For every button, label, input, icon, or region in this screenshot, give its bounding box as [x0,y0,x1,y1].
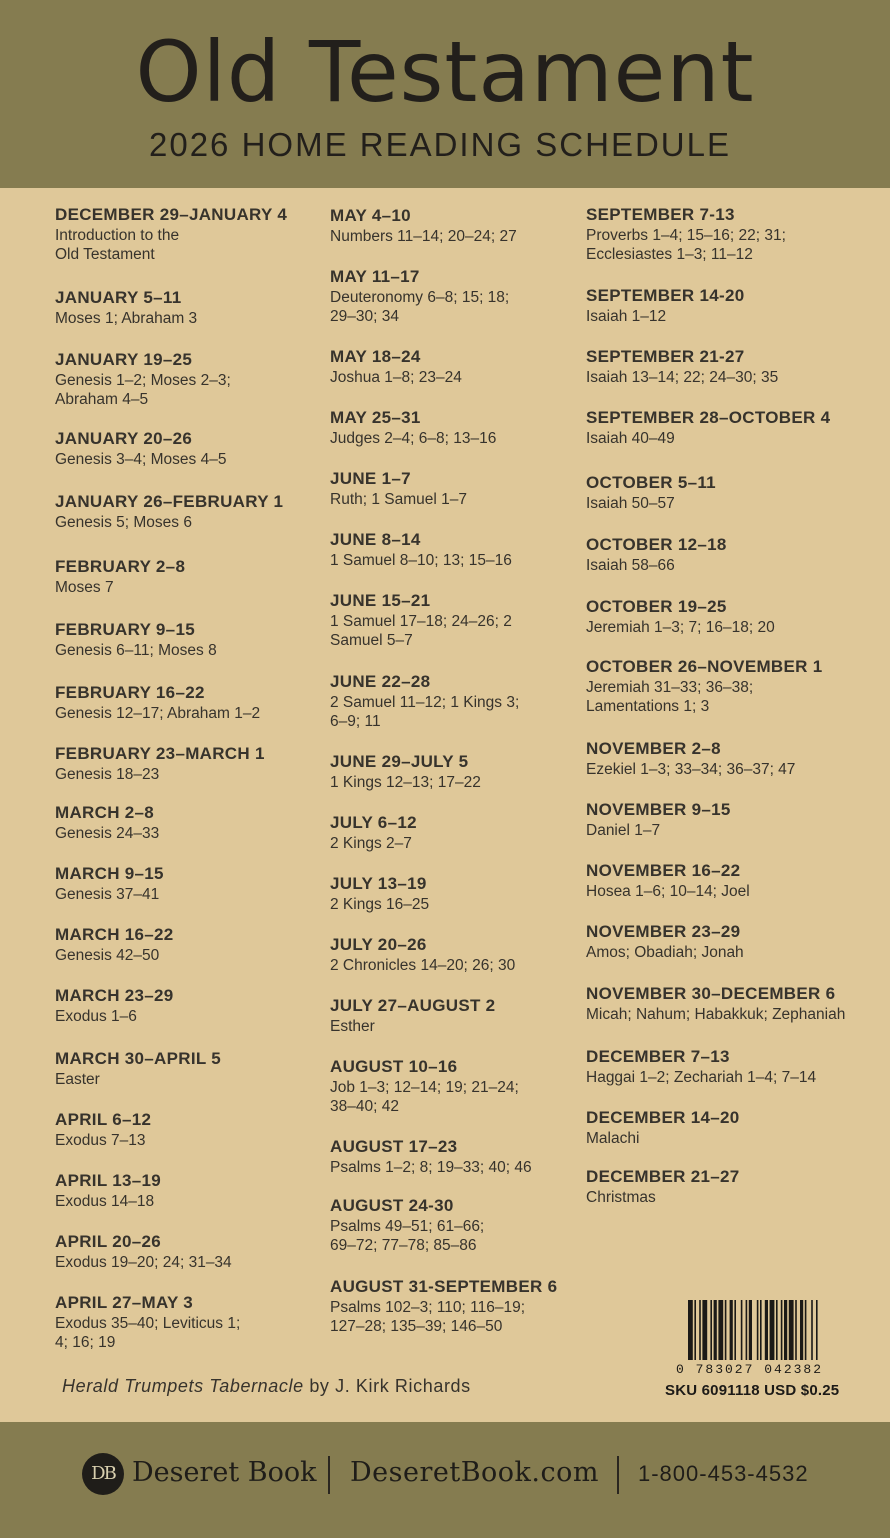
schedule-reading: Genesis 1–2; Moses 2–3; Abraham 4–5 [55,372,231,408]
schedule-reading: Haggai 1–2; Zechariah 1–4; 7–14 [586,1069,817,1086]
page-title: Old Testament [135,23,755,121]
artwork-title: Herald Trumpets Tabernacle [62,1376,304,1396]
schedule-date: FEBRUARY 2–8 [55,557,186,576]
schedule-entry [55,350,335,409]
schedule-reading: Malachi [586,1130,640,1147]
schedule-reading: Genesis 37–41 [55,886,160,903]
schedule-date: AUGUST 31-SEPTEMBER 6 [330,1277,558,1296]
schedule-entry [586,657,876,716]
schedule-reading: Proverbs 1–4; 15–16; 22; 31; Ecclesiastes 1–3; 11–12 [586,227,786,263]
schedule-entry [586,800,876,840]
schedule-entry [330,347,610,387]
schedule-date: DECEMBER 7–13 [586,1047,730,1066]
barcode-bar [757,1300,759,1360]
artist-name: by J. Kirk Richards [303,1376,471,1396]
schedule-reading: Isaiah 40–49 [586,430,675,447]
schedule-reading: Judges 2–4; 6–8; 13–16 [330,430,497,447]
schedule-entry [55,1232,335,1272]
schedule-entry [55,620,335,660]
schedule-entry [330,813,610,853]
schedule-entry [330,752,610,792]
phone-number: 1-800-453-4532 [638,1461,809,1486]
schedule-reading: Genesis 42–50 [55,947,160,964]
footer-divider [617,1456,619,1494]
schedule-reading: 2 Kings 2–7 [330,835,412,852]
schedule-reading: 2 Samuel 11–12; 1 Kings 3; 6–9; 11 [330,694,520,730]
schedule-date: SEPTEMBER 21-27 [586,347,745,366]
schedule-entry [586,597,876,637]
schedule-entry [586,861,876,901]
barcode-bar [702,1300,707,1360]
schedule-reading: Isaiah 13–14; 22; 24–30; 35 [586,369,779,386]
page-subtitle: 2026 HOME READING SCHEDULE [149,126,731,163]
schedule-date: JANUARY 20–26 [55,429,193,448]
barcode-bar [789,1300,794,1360]
schedule-date: JULY 27–AUGUST 2 [330,996,496,1015]
schedule-date: SEPTEMBER 28–OCTOBER 4 [586,408,831,427]
schedule-entry [55,986,335,1026]
schedule-entry [330,469,610,509]
schedule-entry [586,473,876,513]
schedule-date: FEBRUARY 23–MARCH 1 [55,744,265,763]
schedule-entry [330,591,610,650]
schedule-entry [55,803,335,843]
schedule-reading: Jeremiah 1–3; 7; 16–18; 20 [586,619,775,636]
barcode-bar [734,1300,736,1360]
barcode-bar [694,1300,696,1360]
barcode-bar [749,1300,752,1360]
schedule-date: DECEMBER 14–20 [586,1108,740,1127]
schedule-date: JANUARY 26–FEBRUARY 1 [55,492,284,511]
schedule-reading: Amos; Obadiah; Jonah [586,944,744,961]
schedule-date: APRIL 13–19 [55,1171,161,1190]
schedule-reading: Psalms 102–3; 110; 116–19; 127–28; 135–39; 146–50 [330,1299,526,1335]
schedule-date: JULY 13–19 [330,874,427,893]
schedule-entry [586,286,876,326]
schedule-entry [330,206,610,246]
header-band [0,0,890,188]
schedule-entry [55,925,335,965]
schedule-date: MARCH 23–29 [55,986,174,1005]
schedule-date: DECEMBER 21–27 [586,1167,740,1186]
website-link[interactable]: DeseretBook.com [350,1457,599,1488]
schedule-entry [330,530,610,570]
barcode-bar [805,1300,807,1360]
schedule-entry [55,1110,335,1150]
schedule-reading: Easter [55,1071,100,1088]
schedule-date: MARCH 9–15 [55,864,164,883]
schedule-date: JUNE 8–14 [330,530,421,549]
schedule-reading: Psalms 1–2; 8; 19–33; 40; 46 [330,1159,532,1176]
barcode-bar [816,1300,818,1360]
schedule-date: MARCH 2–8 [55,803,155,822]
barcode-bar [781,1300,783,1360]
schedule-date: MAY 18–24 [330,347,421,366]
schedule-reading: Exodus 1–6 [55,1008,137,1025]
barcode-bar [699,1300,701,1360]
schedule-reading: Hosea 1–6; 10–14; Joel [586,883,750,900]
schedule-reading: Exodus 19–20; 24; 31–34 [55,1254,232,1271]
schedule-entry [330,408,610,448]
schedule-date: SEPTEMBER 14-20 [586,286,745,305]
schedule-date: AUGUST 10–16 [330,1057,458,1076]
schedule-date: MAY 25–31 [330,408,421,427]
barcode-bar [811,1300,813,1360]
schedule-reading: Ruth; 1 Samuel 1–7 [330,491,468,508]
schedule-reading: Numbers 11–14; 20–24; 27 [330,228,517,245]
schedule-date: OCTOBER 19–25 [586,597,727,616]
schedule-entry [330,1196,610,1255]
schedule-date: NOVEMBER 16–22 [586,861,741,880]
schedule-reading: Jeremiah 31–33; 36–38; Lamentations 1; 3 [586,679,754,715]
schedule-reading: 2 Kings 16–25 [330,896,430,913]
barcode-bar [725,1300,727,1360]
schedule-date: JUNE 22–28 [330,672,431,691]
schedule-entry [55,1049,335,1089]
schedule-reading: 2 Chronicles 14–20; 26; 30 [330,957,516,974]
schedule-entry [586,984,876,1024]
schedule-date: FEBRUARY 16–22 [55,683,205,702]
schedule-reading: Moses 7 [55,579,114,596]
barcode-bar [718,1300,723,1360]
schedule-reading: Isaiah 50–57 [586,495,675,512]
schedule-reading: 1 Samuel 17–18; 24–26; 2 Samuel 5–7 [330,613,512,649]
schedule-date: JULY 6–12 [330,813,417,832]
schedule-reading: Psalms 49–51; 61–66; 69–72; 77–78; 85–86 [330,1218,485,1254]
schedule-reading: Christmas [586,1189,656,1206]
schedule-entry [586,1047,876,1087]
barcode-bar [795,1300,797,1360]
schedule-date: JANUARY 5–11 [55,288,182,307]
schedule-reading: 1 Kings 12–13; 17–22 [330,774,481,791]
barcode-bar [765,1300,768,1360]
barcode-bar [746,1300,748,1360]
barcode-bar [760,1300,762,1360]
schedule-entry [55,492,335,532]
barcode-bar [770,1300,775,1360]
schedule-entry [55,744,335,784]
schedule-entry [55,1293,335,1352]
schedule-reading: Deuteronomy 6–8; 15; 18; 29–30; 34 [330,289,510,325]
barcode-bar [784,1300,787,1360]
schedule-entry [330,874,610,914]
barcode-bar [714,1300,717,1360]
artwork-credit [62,1376,471,1397]
schedule-reading: 1 Samuel 8–10; 13; 15–16 [330,552,512,569]
schedule-date: JUNE 15–21 [330,591,431,610]
schedule-entry [586,205,876,264]
schedule-reading: Exodus 14–18 [55,1193,155,1210]
schedule-reading: Genesis 24–33 [55,825,160,842]
schedule-entry [55,683,335,723]
schedule-date: DECEMBER 29–JANUARY 4 [55,205,288,224]
footer-divider [328,1456,330,1494]
schedule-date: FEBRUARY 9–15 [55,620,195,639]
barcode-bars [672,1300,852,1362]
schedule-date: APRIL 6–12 [55,1110,152,1129]
schedule-entry [55,429,335,469]
schedule-date: APRIL 20–26 [55,1232,161,1251]
schedule-date: NOVEMBER 23–29 [586,922,741,941]
schedule-reading: Isaiah 1–12 [586,308,667,325]
sku-price: SKU 6091118 USD $0.25 [665,1382,840,1399]
barcode-bar [800,1300,803,1360]
schedule-date: OCTOBER 5–11 [586,473,716,492]
barcode-bar [710,1300,712,1360]
schedule-date: MARCH 30–APRIL 5 [55,1049,222,1068]
schedule-date: AUGUST 24-30 [330,1196,454,1215]
schedule-reading: Joshua 1–8; 23–24 [330,369,462,386]
schedule-date: NOVEMBER 2–8 [586,739,721,758]
schedule-entry [330,672,610,731]
schedule-reading: Ezekiel 1–3; 33–34; 36–37; 47 [586,761,796,778]
schedule-date: NOVEMBER 9–15 [586,800,731,819]
schedule-date: MARCH 16–22 [55,925,174,944]
schedule-reading: Genesis 5; Moses 6 [55,514,192,531]
barcode-bar [688,1300,693,1360]
schedule-entry [330,267,610,326]
schedule-date: OCTOBER 26–NOVEMBER 1 [586,657,823,676]
schedule-reading: Exodus 35–40; Leviticus 1; 4; 16; 19 [55,1315,241,1351]
schedule-reading: Exodus 7–13 [55,1132,146,1149]
schedule-reading: Micah; Nahum; Habakkuk; Zephaniah [586,1006,846,1023]
schedule-entry [330,1137,610,1177]
barcode-bar [741,1300,743,1360]
schedule-entry [55,864,335,904]
schedule-reading: Moses 1; Abraham 3 [55,310,198,327]
schedule-reading: Genesis 3–4; Moses 4–5 [55,451,227,468]
deseret-book-logo-icon: DB [82,1453,124,1495]
schedule-entry [55,205,335,264]
schedule-entry [586,347,876,387]
schedule-date: MAY 4–10 [330,206,411,225]
schedule-entry [586,1108,876,1148]
schedule-date: SEPTEMBER 7-13 [586,205,735,224]
schedule-date: JUNE 29–JULY 5 [330,752,469,771]
brand-name: Deseret Book [132,1457,317,1488]
schedule-entry [586,535,876,575]
schedule-entry [586,1167,876,1207]
schedule-date: JUNE 1–7 [330,469,411,488]
schedule-reading: Esther [330,1018,375,1035]
barcode-number: 0 783027 042382 [676,1362,824,1377]
schedule-entry [330,935,610,975]
schedule-entry [586,408,876,448]
schedule-reading: Genesis 12–17; Abraham 1–2 [55,705,261,722]
schedule-date: MAY 11–17 [330,267,420,286]
schedule-reading: Daniel 1–7 [586,822,661,839]
schedule-entry [55,557,335,597]
schedule-entry [55,1171,335,1211]
schedule-reading: Job 1–3; 12–14; 19; 21–24; 38–40; 42 [330,1079,519,1115]
schedule-entry [330,1057,610,1116]
schedule-date: AUGUST 17–23 [330,1137,458,1156]
schedule-date: APRIL 27–MAY 3 [55,1293,194,1312]
schedule-reading: Isaiah 58–66 [586,557,675,574]
schedule-date: NOVEMBER 30–DECEMBER 6 [586,984,836,1003]
schedule-entry [586,739,876,779]
barcode-bar [730,1300,733,1360]
schedule-date: JANUARY 19–25 [55,350,193,369]
schedule-date: JULY 20–26 [330,935,427,954]
schedule-entry [586,922,876,962]
schedule-reading: Genesis 18–23 [55,766,160,783]
schedule-entry [55,288,335,328]
schedule-entry [330,996,610,1036]
schedule-reading: Genesis 6–11; Moses 8 [55,642,217,659]
schedule-date: OCTOBER 12–18 [586,535,727,554]
barcode-bar [776,1300,778,1360]
schedule-entry [330,1277,610,1336]
schedule-reading: Introduction to the Old Testament [55,227,180,263]
